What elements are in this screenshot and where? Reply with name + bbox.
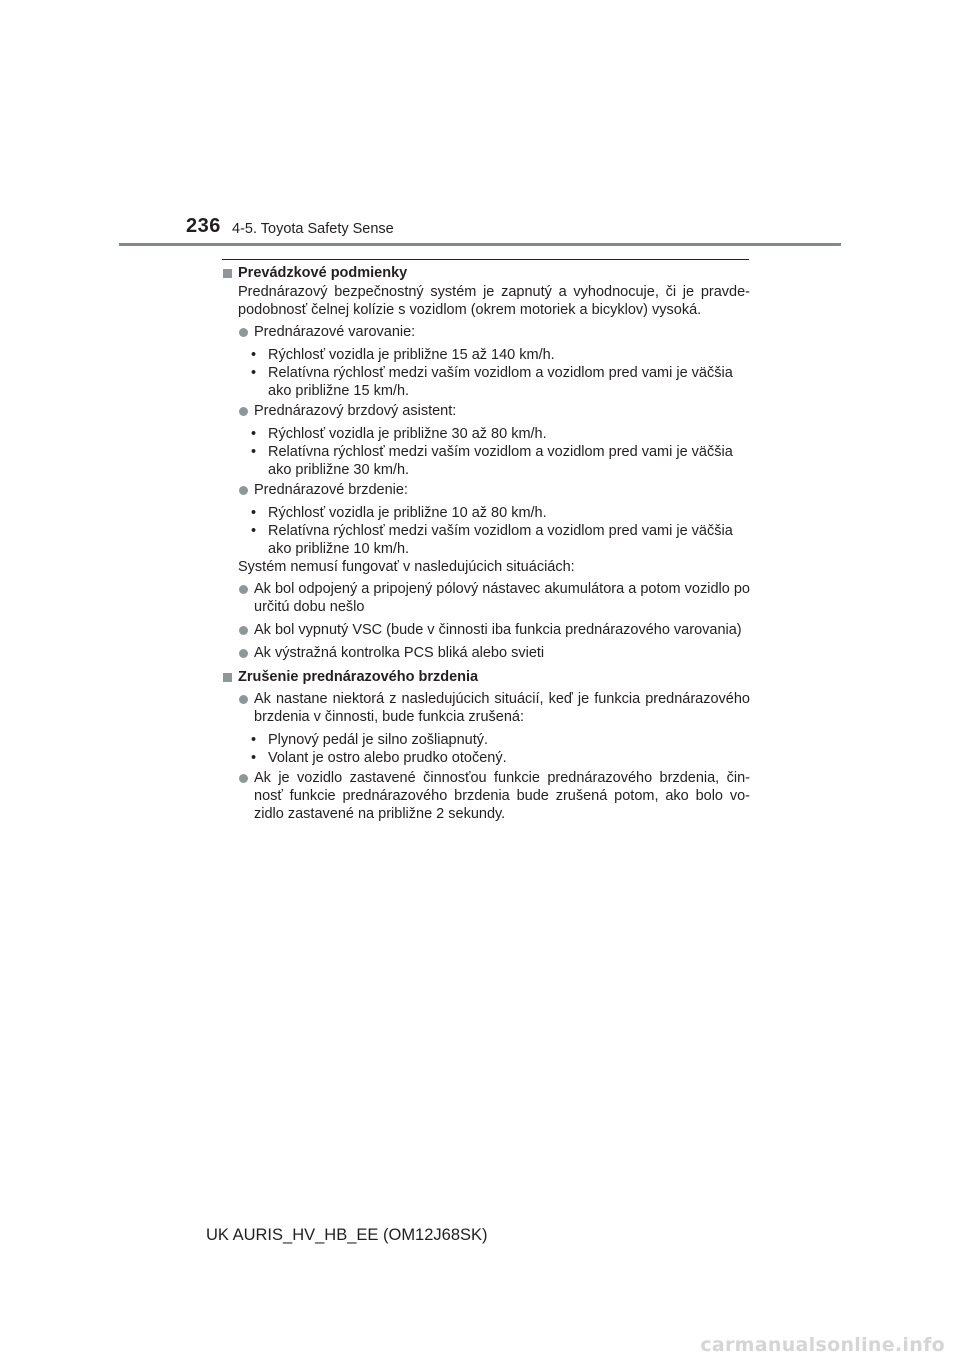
section-heading-cancel-braking: Zrušenie prednárazového brzdenia	[222, 668, 750, 686]
sub-bullet-item: • Relatívna rýchlosť medzi vaším vozidlom a vozidlom pred vami je väčšia ako približne 15 km/h.	[251, 365, 733, 399]
content-area	[222, 264, 750, 823]
sub-bullet-item: • Rýchlosť vozidla je približne 15 až 140 km/h.	[251, 347, 555, 363]
paragraph-intro: Prednárazový bezpečnostný systém je zapnutý a vyhodnocuje, či je pravde-podobnosť čelnej kolízie s vozidlom (okrem motoriek a bicyklov) vysoká.	[238, 284, 750, 318]
paragraph-not-working: Systém nemusí fungovať v nasledujúcich situáciách:	[238, 559, 575, 575]
sub-bullet-item: • Relatívna rýchlosť medzi vaším vozidlom a vozidlom pred vami je väčšia ako približne 10 km/h.	[251, 523, 733, 557]
circle-bullet-icon	[239, 328, 248, 337]
circle-bullet-icon	[239, 649, 248, 658]
sub-bullet-item: • Relatívna rýchlosť medzi vaším vozidlom a vozidlom pred vami je väčšia ako približne 30 km/h.	[251, 444, 733, 478]
bullet-item: Prednárazový brzdový asistent:	[238, 402, 750, 420]
bullet-item: Ak nastane niektorá z nasledujúcich situácií, keď je funkcia prednárazového brzdenia v činnosti, bude funkcia zrušená:	[238, 690, 750, 726]
circle-bullet-icon	[239, 407, 248, 416]
watermark[interactable]: carmanualsonline.info	[700, 1334, 945, 1356]
circle-bullet-icon	[239, 695, 248, 704]
sub-bullet-item: • Rýchlosť vozidla je približne 10 až 80 km/h.	[251, 505, 547, 521]
square-bullet-icon	[223, 269, 232, 278]
bullet-item: Prednárazové varovanie:	[238, 323, 750, 341]
section-title: 4-5. Toyota Safety Sense	[232, 221, 394, 237]
bullet-item: Ak výstražná kontrolka PCS bliká alebo svieti	[238, 644, 750, 662]
page-number: 236	[186, 215, 221, 237]
bullet-item: Ak bol vypnutý VSC (bude v činnosti iba funkcia prednárazového varovania)	[238, 621, 750, 639]
circle-bullet-icon	[239, 585, 248, 594]
header-rule	[119, 243, 841, 246]
sub-bullet-item: • Rýchlosť vozidla je približne 30 až 80 km/h.	[251, 426, 547, 442]
footer-model-code: UK AURIS_HV_HB_EE (OM12J68SK)	[206, 1226, 488, 1244]
content-rule	[222, 259, 749, 260]
circle-bullet-icon	[239, 774, 248, 783]
square-bullet-icon	[223, 673, 232, 682]
bullet-item: Ak bol odpojený a pripojený pólový nástavec akumulátora a potom vozidlo po určitú dobu nešlo	[238, 580, 750, 616]
bullet-item: Prednárazové brzdenie:	[238, 481, 750, 499]
section-heading-operating-conditions: Prevádzkové podmienky	[222, 264, 750, 282]
sub-bullet-item: • Plynový pedál je silno zošliapnutý.	[251, 732, 489, 748]
sub-bullet-item: • Volant je ostro alebo prudko otočený.	[251, 750, 507, 766]
bullet-item: Ak je vozidlo zastavené činnosťou funkcie prednárazového brzdenia, čin-nosť funkcie prednárazového brzdenia bude zrušená potom, ako bolo vo-zidlo zastavené na približne 2 sekundy.	[238, 769, 750, 823]
circle-bullet-icon	[239, 486, 248, 495]
circle-bullet-icon	[239, 626, 248, 635]
